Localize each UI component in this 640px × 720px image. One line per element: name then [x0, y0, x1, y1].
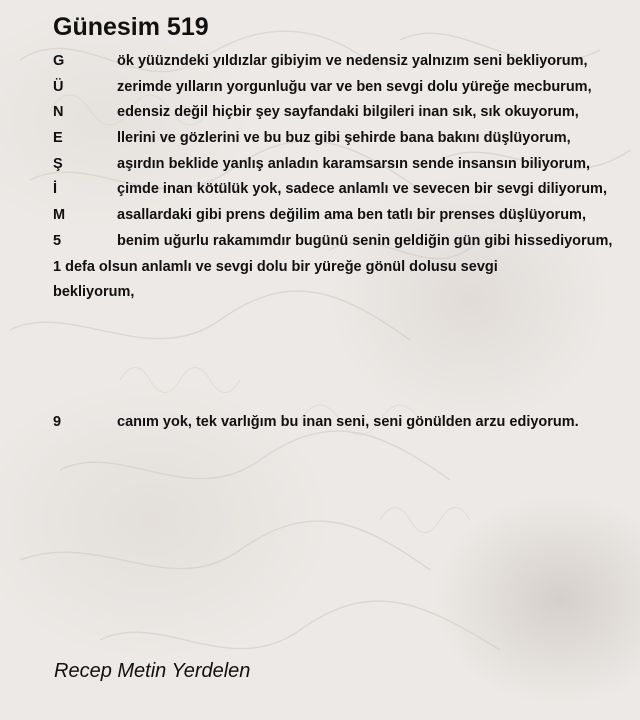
poem-body — [53, 49, 640, 306]
acrostic-letter: G — [53, 53, 65, 69]
acrostic-letter: İ — [53, 181, 58, 198]
acrostic-line — [53, 152, 640, 178]
line-text: benim uğurlu rakamımdır bugünü senin geldiğin gün gibi hissediyorum, — [117, 232, 613, 249]
acrostic-letter: 5 — [53, 232, 62, 249]
acrostic-letter: E — [53, 130, 63, 147]
free-text: 1 defa olsun anlamlı ve sevgi dolu bir yüreğe gönül dolusu sevgi bekliyorum, — [53, 258, 498, 301]
acrostic-line — [53, 203, 640, 229]
line-text: canım yok, tek varlığım bu inan seni, seni gönülden arzu ediyorum. — [117, 414, 579, 430]
acrostic-line — [53, 126, 640, 152]
acrostic-letter: M — [53, 207, 66, 224]
line-text: ök yüüzndeki yıldızlar gibiyim ve nedensiz yalnızım seni bekliyorum, — [117, 53, 588, 69]
line-text: asallardaki gibi prens değilim ama ben tatlı bir prenses düşlüyorum, — [117, 207, 586, 224]
acrostic-line — [53, 100, 640, 126]
acrostic-line-last — [53, 410, 579, 436]
poem-title: Günesim 519 — [53, 13, 209, 41]
line-text: zerimde yılların yorgunluğu var ve ben sevgi dolu yüreğe mecburum, — [117, 78, 592, 95]
acrostic-line — [53, 177, 640, 203]
acrostic-letter: N — [53, 104, 64, 121]
acrostic-line — [53, 49, 640, 75]
acrostic-letter: Ş — [53, 155, 63, 172]
acrostic-line — [53, 75, 640, 101]
line-text: çimde inan kötülük yok, sadece anlamlı ve sevecen bir sevgi diliyorum, — [117, 181, 607, 198]
author-signature: Recep Metin Yerdelen — [54, 660, 251, 682]
line-text: llerini ve gözlerini ve bu buz gibi şehirde bana bakını düşlüyorum, — [117, 130, 571, 147]
line-text: aşırdın beklide yanlış anladın karamsarsın sende insansın biliyorum, — [117, 155, 591, 172]
acrostic-line — [53, 229, 640, 255]
acrostic-letter: 9 — [53, 414, 62, 430]
acrostic-letter: Ü — [53, 78, 64, 95]
line-text: edensiz değil hiçbir şey sayfandaki bilgileri inan sık, sık okuyorum, — [117, 104, 579, 121]
